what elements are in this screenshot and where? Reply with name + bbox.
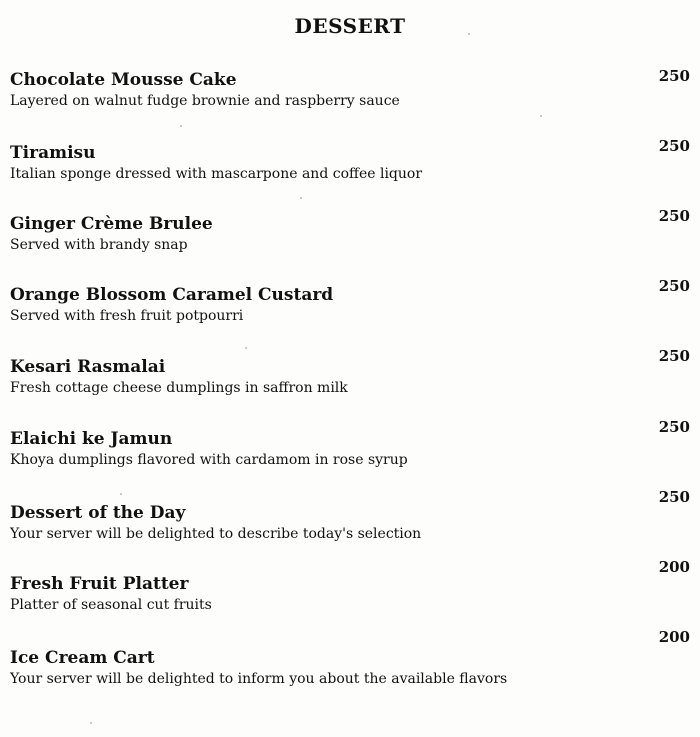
item-name: Dessert of the Day <box>10 503 186 523</box>
menu-item <box>10 503 570 543</box>
item-name: Fresh Fruit Platter <box>10 574 189 594</box>
item-description: Fresh cottage cheese dumplings in saffron milk <box>10 380 348 396</box>
item-price: 250 <box>658 277 690 295</box>
paper-speck <box>468 33 470 35</box>
item-description: Layered on walnut fudge brownie and raspberry sauce <box>10 93 400 109</box>
item-description: Served with fresh fruit potpourri <box>10 308 244 324</box>
paper-speck <box>540 115 542 117</box>
item-name: Ginger Crème Brulee <box>10 214 213 234</box>
item-price: 250 <box>658 488 690 506</box>
menu-title: DESSERT <box>294 14 406 38</box>
item-price: 250 <box>658 67 690 85</box>
menu-item <box>10 143 570 183</box>
item-description: Served with brandy snap <box>10 237 188 253</box>
paper-speck <box>300 197 302 199</box>
item-description: Your server will be delighted to describe today's selection <box>10 526 422 542</box>
paper-speck <box>245 347 247 349</box>
item-price: 250 <box>658 418 690 436</box>
item-name: Tiramisu <box>10 143 96 163</box>
item-price: 200 <box>658 558 690 576</box>
item-price: 200 <box>658 628 690 646</box>
menu-item <box>10 574 570 614</box>
item-price: 250 <box>658 137 690 155</box>
menu-item <box>10 357 570 397</box>
paper-speck <box>180 125 182 127</box>
item-description: Platter of seasonal cut fruits <box>10 597 212 613</box>
item-name: Ice Cream Cart <box>10 648 155 668</box>
item-name: Kesari Rasmalai <box>10 357 166 377</box>
menu-item <box>10 648 570 688</box>
item-price: 250 <box>658 207 690 225</box>
item-name: Elaichi ke Jamun <box>10 429 173 449</box>
menu-item <box>10 429 570 469</box>
paper-speck <box>120 493 122 495</box>
item-description: Your server will be delighted to inform you about the available flavors <box>10 671 508 687</box>
menu-item <box>10 285 570 325</box>
item-price: 250 <box>658 347 690 365</box>
menu-item <box>10 70 570 110</box>
item-description: Khoya dumplings flavored with cardamom in rose syrup <box>10 452 408 468</box>
menu-item <box>10 214 570 254</box>
paper-speck <box>90 722 92 724</box>
item-name: Orange Blossom Caramel Custard <box>10 285 334 305</box>
item-name: Chocolate Mousse Cake <box>10 70 237 90</box>
item-description: Italian sponge dressed with mascarpone and coffee liquor <box>10 166 423 182</box>
